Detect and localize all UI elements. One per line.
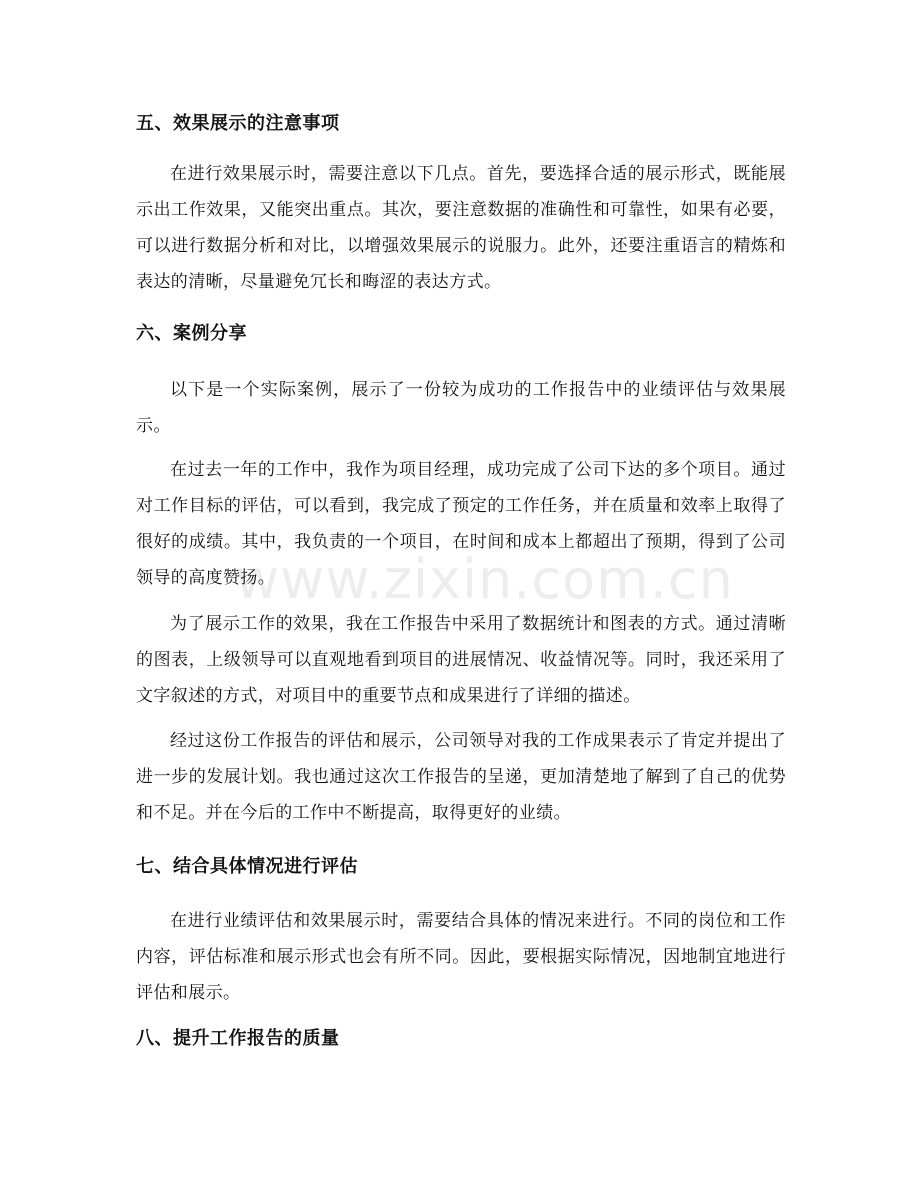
section-6-paragraph-3: 为了展示工作的效果，我在工作报告中采用了数据统计和图表的方式。通过清晰的图表，上级领导可以直观地看到项目的进展情况、收益情况等。同时，我还采用了文字叙述的方式，对项目中的重要节点和成果进行了详细的描述。 [136, 614, 786, 706]
section-7-paragraph-1: 在进行业绩评估和效果展示时，需要结合具体的情况来进行。不同的岗位和工作内容，评估标准和展示形式也会有所不同。因此，要根据实际情况，因地制宜地进行评估和展示。 [136, 911, 786, 1003]
section-6-paragraph-1: 以下是一个实际案例，展示了一份较为成功的工作报告中的业绩评估与效果展示。 [136, 380, 786, 436]
section-heading-5: 五、效果展示的注意事项 [136, 113, 340, 134]
section-6-paragraph-2: 在过去一年的工作中，我作为项目经理，成功完成了公司下达的多个项目。通过对工作目标的评估，可以看到，我完成了预定的工作任务，并在质量和效率上取得了很好的成绩。其中，我负责的一个项目，在时间和成本上都超出了预期，得到了公司领导的高度赞扬。 [136, 460, 786, 588]
section-heading-7: 七、结合具体情况进行评估 [136, 856, 358, 877]
section-6-paragraph-4: 经过这份工作报告的评估和展示，公司领导对我的工作成果表示了肯定并提出了进一步的发展计划。我也通过这次工作报告的呈递，更加清楚地了解到了自己的优势和不足。并在今后的工作中不断提高，取得更好的业绩。 [136, 731, 786, 823]
section-heading-6: 六、案例分享 [136, 323, 247, 344]
watermark-text: www.zixin.com.cn [235, 548, 734, 611]
section-heading-8: 八、提升工作报告的质量 [136, 1028, 340, 1049]
section-5-paragraph-1: 在进行效果展示时，需要注意以下几点。首先，要选择合适的展示形式，既能展示出工作效果，又能突出重点。其次，要注意数据的准确性和可靠性，如果有必要，可以进行数据分析和对比，以增强效果展示的说服力。此外，还要注重语言的精炼和表达的清晰，尽量避免冗长和晦涩的表达方式。 [136, 164, 786, 292]
